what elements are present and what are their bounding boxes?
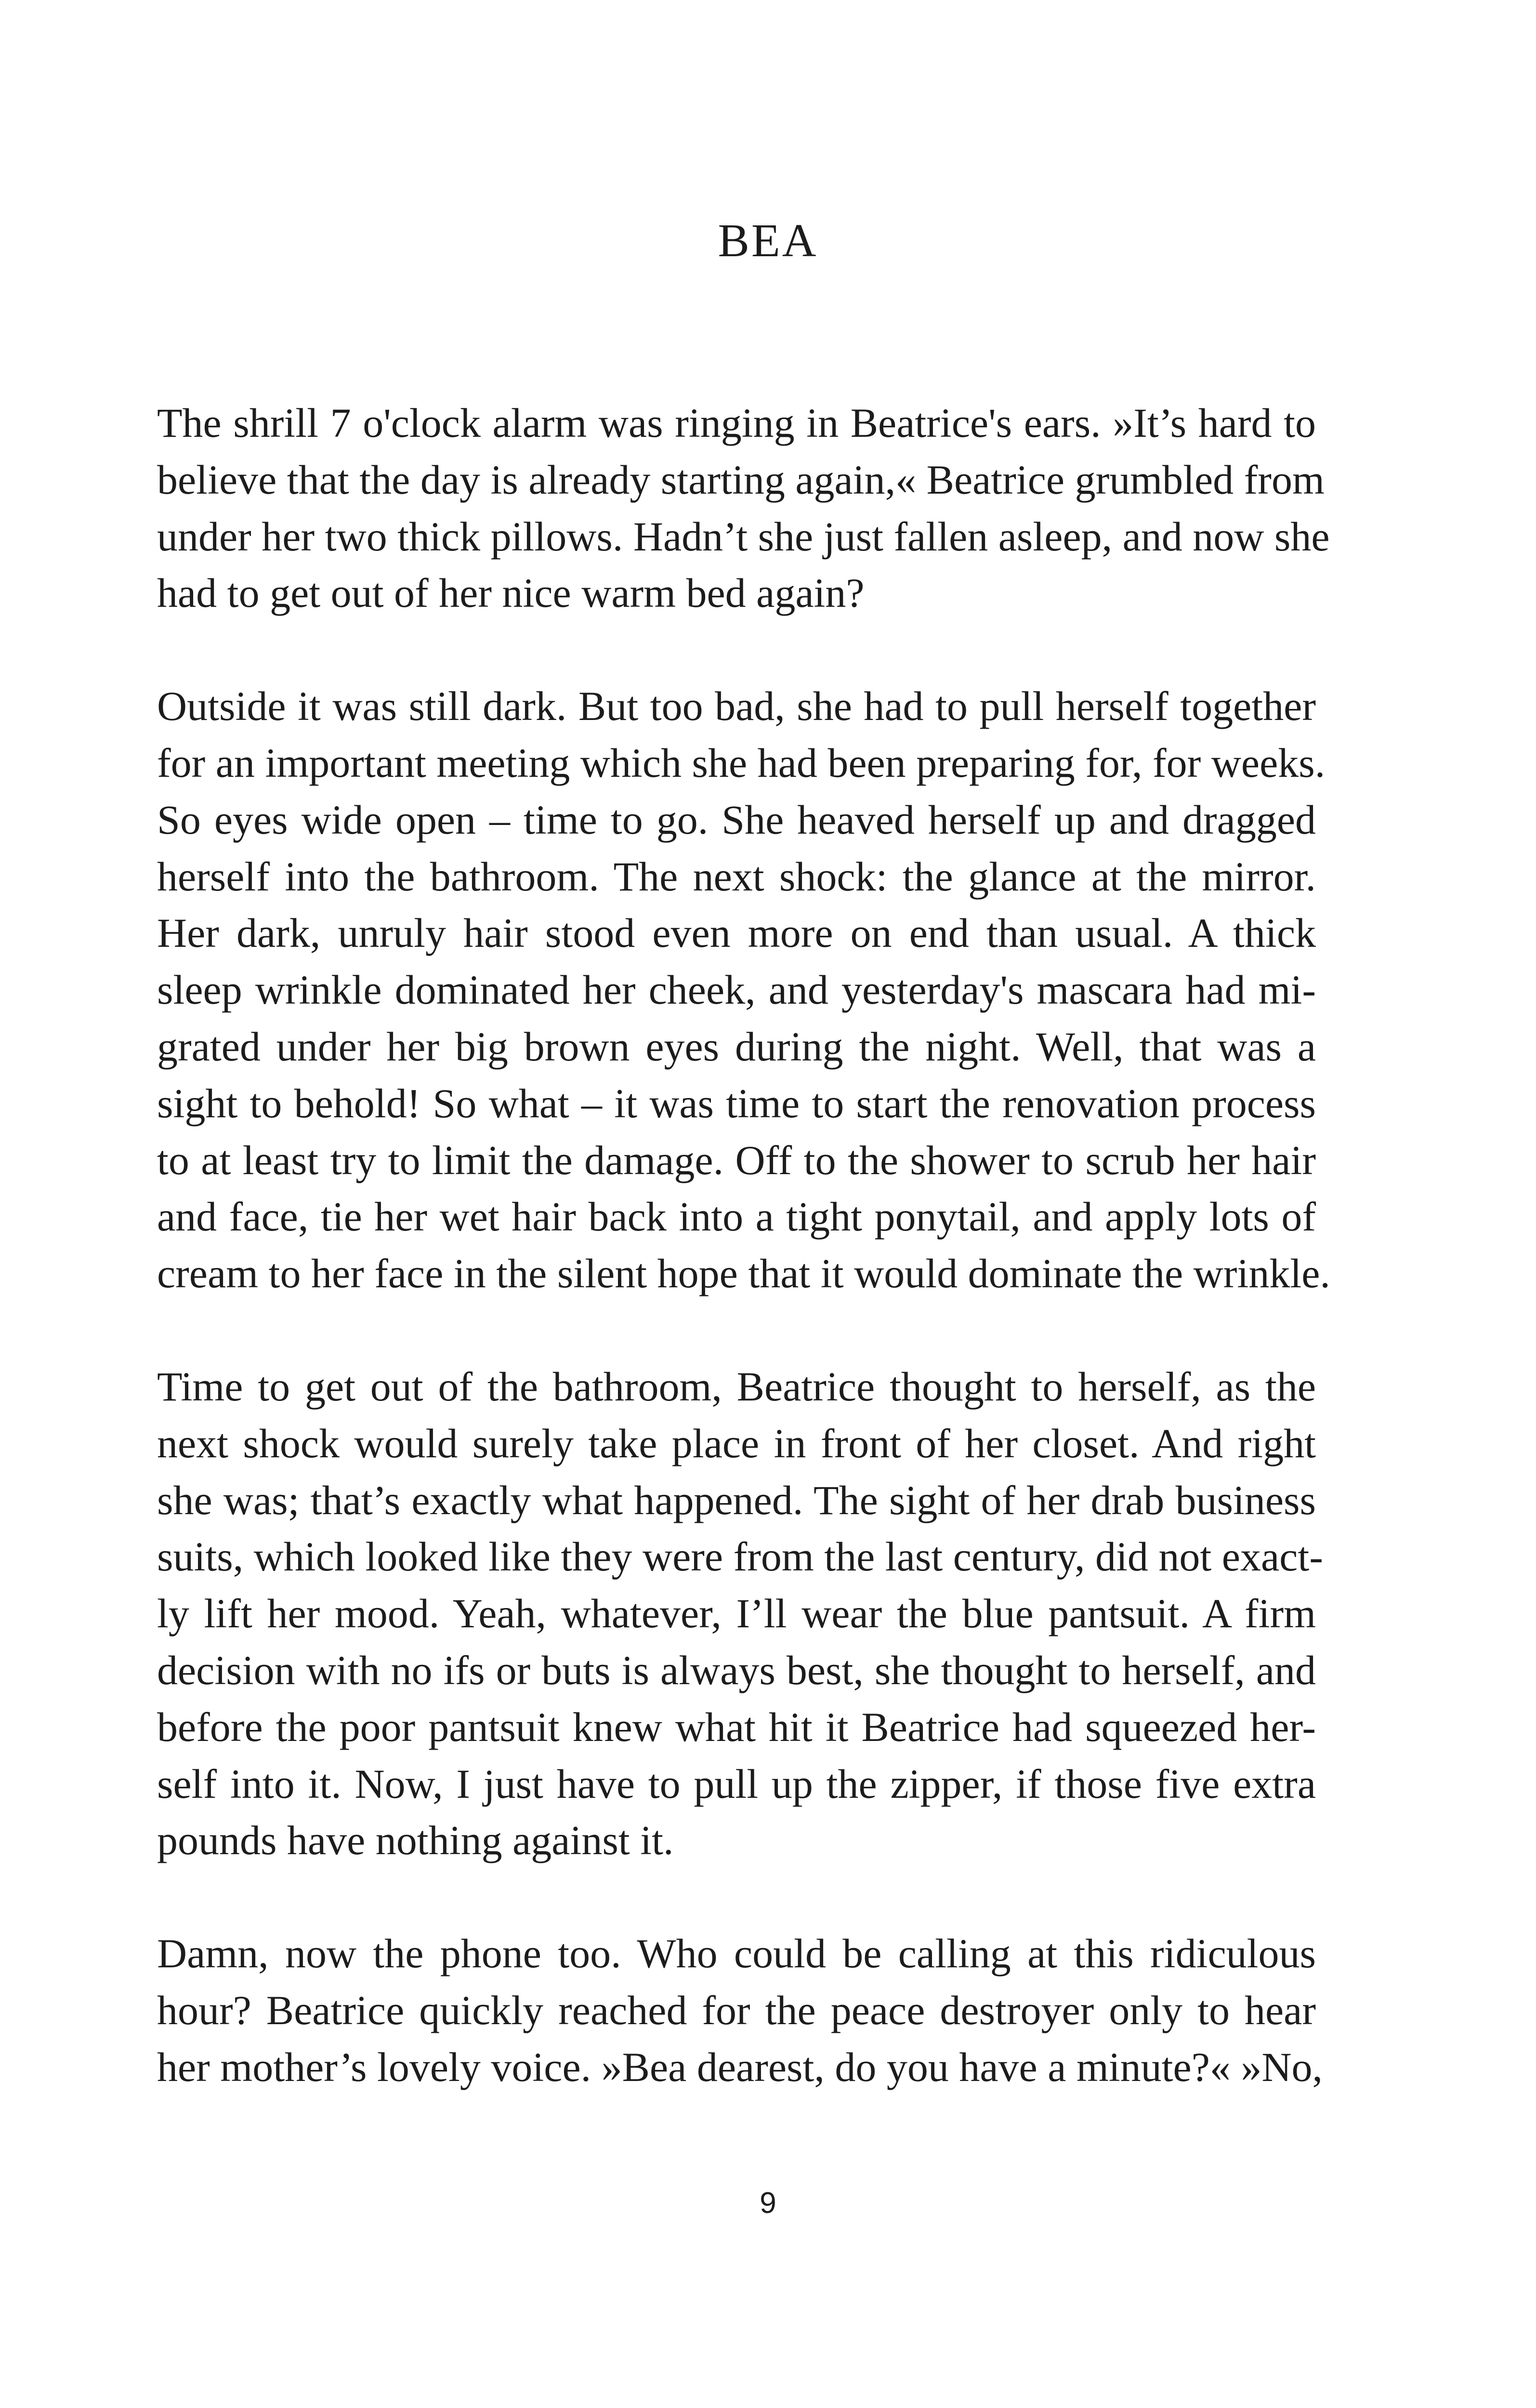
- text-line: Outside it was still dark. But too bad, she had to pull herself together: [157, 683, 1316, 730]
- text-line: Time to get out of the bathroom, Beatrice thought to herself, as the: [157, 1363, 1316, 1410]
- text-line: ly lift her mood. Yeah, whatever, I’ll wear the blue pantsuit. A firm: [157, 1590, 1316, 1637]
- text-line: The shrill 7 o'clock alarm was ringing in Beatrice's ears. »It’s hard to: [157, 400, 1316, 446]
- text-line: next shock would surely take place in front of her closet. And right: [157, 1420, 1316, 1466]
- text-line: herself into the bathroom. The next shock: the glance at the mirror.: [157, 853, 1316, 900]
- text-line: self into it. Now, I just have to pull up the zipper, if those five extra: [157, 1760, 1316, 1807]
- text-line: sight to behold! So what – it was time to start the renovation process: [157, 1080, 1316, 1126]
- text-line: and face, tie her wet hair back into a tight ponytail, and apply lots of: [157, 1193, 1316, 1240]
- text-line: suits, which looked like they were from the last century, did not exact-: [157, 1533, 1323, 1580]
- text-line: Damn, now the phone too. Who could be calling at this ridiculous: [157, 1930, 1316, 1977]
- text-line: So eyes wide open – time to go. She heaved herself up and dragged: [157, 796, 1316, 843]
- text-line: for an important meeting which she had been preparing for, for weeks.: [157, 739, 1326, 786]
- text-line: pounds have nothing against it.: [157, 1817, 674, 1864]
- text-line: had to get out of her nice warm bed again?: [157, 570, 865, 616]
- text-line: grated under her big brown eyes during the night. Well, that was a: [157, 1023, 1316, 1070]
- text-line: Her dark, unruly hair stood even more on end than usual. A thick: [157, 910, 1316, 956]
- text-line: hour? Beatrice quickly reached for the peace destroyer only to hear: [157, 1987, 1316, 2033]
- text-line: sleep wrinkle dominated her cheek, and yesterday's mascara had mi-: [157, 967, 1316, 1013]
- paragraph: [157, 1359, 1323, 1869]
- paragraph: [157, 1925, 1323, 2095]
- page-number: 9: [760, 2186, 776, 2220]
- text-line: her mother’s lovely voice. »Bea dearest, do you have a minute?« »No,: [157, 2043, 1323, 2090]
- chapter-body: [157, 395, 1330, 2152]
- text-line: believe that the day is already starting again,« Beatrice grumbled from: [157, 456, 1325, 503]
- text-line: decision with no ifs or buts is always best, she thought to herself, and: [157, 1647, 1316, 1693]
- text-line: cream to her face in the silent hope that it would dominate the wrinkle.: [157, 1250, 1330, 1297]
- text-line: before the poor pantsuit knew what hit it Beatrice had squeezed her-: [157, 1703, 1316, 1750]
- text-line: under her two thick pillows. Hadn’t she just fallen asleep, and now she: [157, 513, 1330, 560]
- text-line: to at least try to limit the damage. Off to the shower to scrub her hair: [157, 1137, 1316, 1183]
- paragraph: [157, 678, 1330, 1302]
- paragraph: [157, 395, 1330, 622]
- text-line: she was; that’s exactly what happened. The sight of her drab business: [157, 1477, 1316, 1523]
- chapter-title: BEA: [718, 215, 818, 267]
